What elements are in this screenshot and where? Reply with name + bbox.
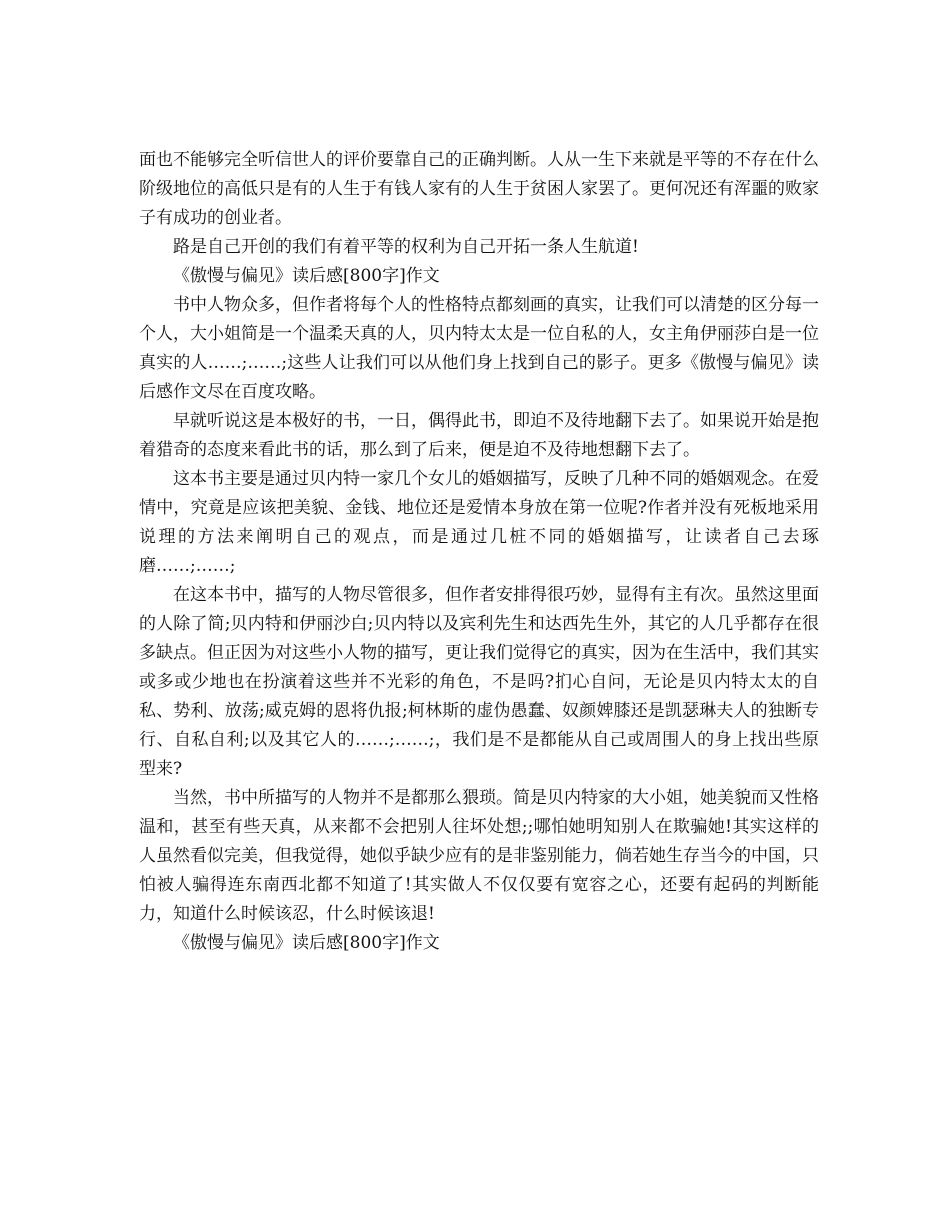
paragraph-continuation: 面也不能够完全听信世人的评价要靠自己的正确判断。人从一生下来就是平等的不存在什么阶级地位的高低只是有的人生于有钱人家有的人生于贫困人家罢了。更何况还有浑噩的败家子有成功的创业者。 — [139, 150, 819, 228]
paragraph-life-path: 路是自己开创的我们有着平等的权利为自己开拓一条人生航道! — [173, 237, 639, 257]
paragraph-characters: 书中人物众多，但作者将每个人的性格特点都刻画的真实，让我们可以清楚的区分每一个人，大小姐简是一个温柔天真的人，贝内特太太是一位自私的人，女主角伊丽莎白是一位真实的人……;……;这些人让我们可以从他们身上找到自己的影子。更多《傲慢与偏见》读后感作文尽在百度攻略。 — [139, 295, 819, 402]
document-body — [139, 146, 819, 958]
section-heading-repeat: 《傲慢与偏见》读后感[800字]作文 — [173, 933, 440, 953]
paragraph-marriage-views: 这本书主要是通过贝内特一家几个女儿的婚姻描写，反映了几种不同的婚姻观念。在爱情中，究竟是应该把美貌、金钱、地位还是爱情本身放在第一位呢?作者并没有死板地采用说理的方法来阐明自己的观点，而是通过几桩不同的婚姻描写，让读者自己去琢磨……;……; — [139, 469, 819, 576]
paragraph-minor-characters: 在这本书中，描写的人物尽管很多，但作者安排得很巧妙，显得有主有次。虽然这里面的人除了简;贝内特和伊丽沙白;贝内特以及宾利先生和达西先生外，其它的人几乎都存在很多缺点。但正因为对这些小人物的描写，更让我们觉得它的真实，因为在生活中，我们其实或多或少地也在扮演着这些并不光彩的角色，不是吗?扪心自问，无论是贝内特太太的自私、势利、放荡;威克姆的恩将仇报;柯林斯的虚伪愚蠢、奴颜婢膝还是凯瑟琳夫人的独断专行、自私自利;以及其它人的……;……;，我们是不是都能从自己或周围人的身上找出些原型来? — [139, 585, 819, 779]
paragraph-jane: 当然，书中所描写的人物并不是都那么猥琐。简是贝内特家的大小姐，她美貌而又性格温和，甚至有些天真，从来都不会把别人往坏处想;;哪怕她明知别人在欺骗她!其实这样的人虽然看似完美，但我觉得，她似乎缺少应有的是非鉴别能力，倘若她生存当今的中国，只怕被人骗得连东南西北都不知道了!其实做人不仅仅要有宽容之心，还要有起码的判断能力，知道什么时候该忍，什么时候该退! — [139, 788, 819, 924]
paragraph-first-impression: 早就听说这是本极好的书，一日，偶得此书，即迫不及待地翻下去了。如果说开始是抱着猎奇的态度来看此书的话，那么到了后来，便是迫不及待地想翻下去了。 — [139, 411, 819, 460]
section-heading: 《傲慢与偏见》读后感[800字]作文 — [173, 266, 440, 286]
